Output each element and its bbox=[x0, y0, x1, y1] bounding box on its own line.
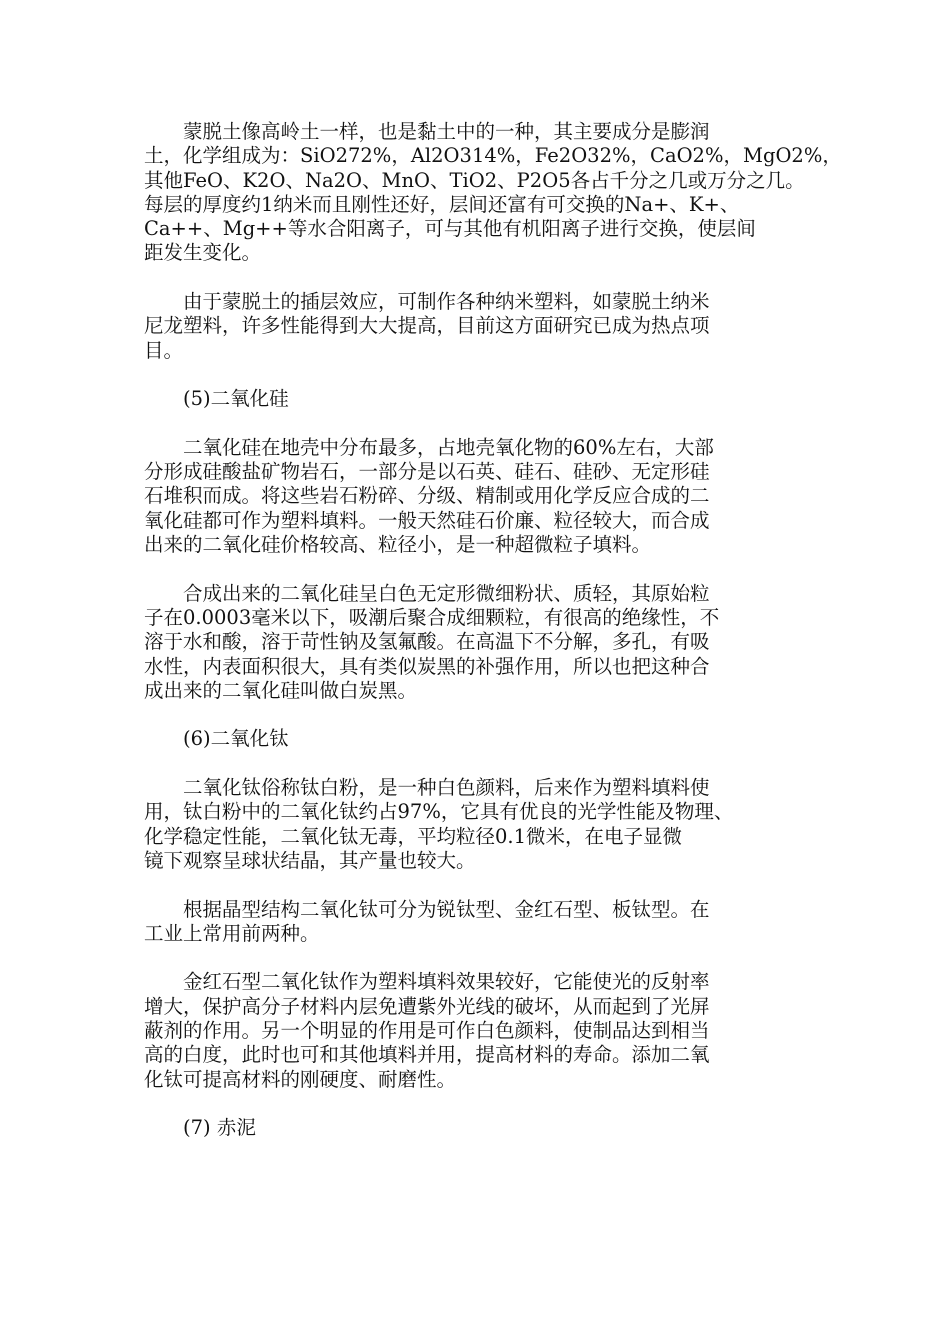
text-line: 溶于水和酸，溶于苛性钠及氢氟酸。在高温下不分解，多孔，有吸 bbox=[144, 630, 710, 654]
text-line: 化钛可提高材料的刚硬度、耐磨性。 bbox=[144, 1067, 457, 1091]
text-line: 水性，内表面积很大，具有类似炭黑的补强作用，所以也把这种合 bbox=[144, 654, 710, 678]
text-line: 其他FeO、K2O、Na2O、MnO、TiO2、P2O5各占千分之几或万分之几。 bbox=[144, 168, 805, 192]
paragraph-silica-distribution bbox=[144, 436, 804, 557]
text-line: 氧化硅都可作为塑料填料。一般天然硅石价廉、粒径较大，而合成 bbox=[144, 508, 710, 532]
text-line: 工业上常用前两种。 bbox=[144, 921, 320, 945]
text-line: 高的白度，此时也可和其他填料并用，提高材料的寿命。添加二氧 bbox=[144, 1043, 710, 1067]
text-line: 蒙脱土像高岭土一样，也是黏土中的一种，其主要成分是膨润 bbox=[183, 120, 710, 143]
section-heading-titanium-dioxide: (6)二氧化钛 bbox=[183, 727, 289, 751]
text-line: Ca++、Mg++等水合阳离子，可与其他有机阳离子进行交换，使层间 bbox=[144, 217, 756, 241]
paragraph-montmorillonite bbox=[144, 120, 842, 266]
paragraph-intercalation bbox=[144, 290, 804, 363]
text-line: 化学稳定性能，二氧化钛无毒，平均粒径0.1微米，在电子显微 bbox=[144, 824, 683, 848]
text-line: 土，化学组成为：SiO272%，Al2O314%，Fe2O32%，CaO2%，MgO2%， bbox=[144, 144, 842, 168]
text-line: 子在0.0003毫米以下，吸潮后聚合成细颗粒，有很高的绝缘性，不 bbox=[144, 605, 720, 629]
text-line: 蔽剂的作用。另一个明显的作用是可作白色颜料，使制品达到相当 bbox=[144, 1018, 710, 1042]
text-line: 分形成硅酸盐矿物岩石，一部分是以石英、硅石、硅砂、无定形硅 bbox=[144, 460, 710, 484]
text-line: 距发生变化。 bbox=[144, 241, 262, 265]
section-heading-silica: (5)二氧化硅 bbox=[183, 387, 289, 411]
text-line: 尼龙塑料，许多性能得到大大提高，目前这方面研究已成为热点项 bbox=[144, 314, 710, 338]
text-line: 合成出来的二氧化硅呈白色无定形微细粉状、质轻，其原始粒 bbox=[183, 581, 710, 605]
paragraph-rutile bbox=[144, 970, 804, 1091]
text-line: 二氧化钛俗称钛白粉，是一种白色颜料，后来作为塑料填料使 bbox=[183, 776, 710, 800]
text-line: 镜下观察呈球状结晶，其产量也较大。 bbox=[144, 848, 476, 872]
section-heading-red-mud: (7) 赤泥 bbox=[183, 1116, 256, 1140]
text-line: 每层的厚度约1纳米而且刚性还好，层间还富有可交换的Na+、K+、 bbox=[144, 192, 740, 216]
text-line: 由于蒙脱土的插层效应，可制作各种纳米塑料，如蒙脱土纳米 bbox=[183, 290, 710, 314]
text-line: 增大，保护高分子材料内层免遭紫外光线的破坏，从而起到了光屏 bbox=[144, 994, 710, 1018]
text-line: 成出来的二氧化硅叫做白炭黑。 bbox=[144, 678, 418, 702]
text-line: 用，钛白粉中的二氧化钛约占97%，它具有优良的光学性能及物理、 bbox=[144, 800, 734, 824]
text-line: 石堆积而成。将这些岩石粉碎、分级、精制或用化学反应合成的二 bbox=[144, 484, 710, 508]
paragraph-titanium-white bbox=[144, 776, 804, 873]
text-line: 根据晶型结构二氧化钛可分为锐钛型、金红石型、板钛型。在 bbox=[183, 897, 710, 921]
text-line: 出来的二氧化硅价格较高、粒径小，是一种超微粒子填料。 bbox=[144, 533, 652, 557]
text-line: 目。 bbox=[144, 338, 184, 362]
paragraph-synthetic-silica bbox=[144, 582, 804, 703]
text-line: 金红石型二氧化钛作为塑料填料效果较好，它能使光的反射率 bbox=[183, 970, 710, 994]
paragraph-crystal-types bbox=[144, 898, 804, 947]
document-page bbox=[144, 120, 842, 1165]
text-line: 二氧化硅在地壳中分布最多，占地壳氧化物的60%左右，大部 bbox=[183, 435, 714, 459]
